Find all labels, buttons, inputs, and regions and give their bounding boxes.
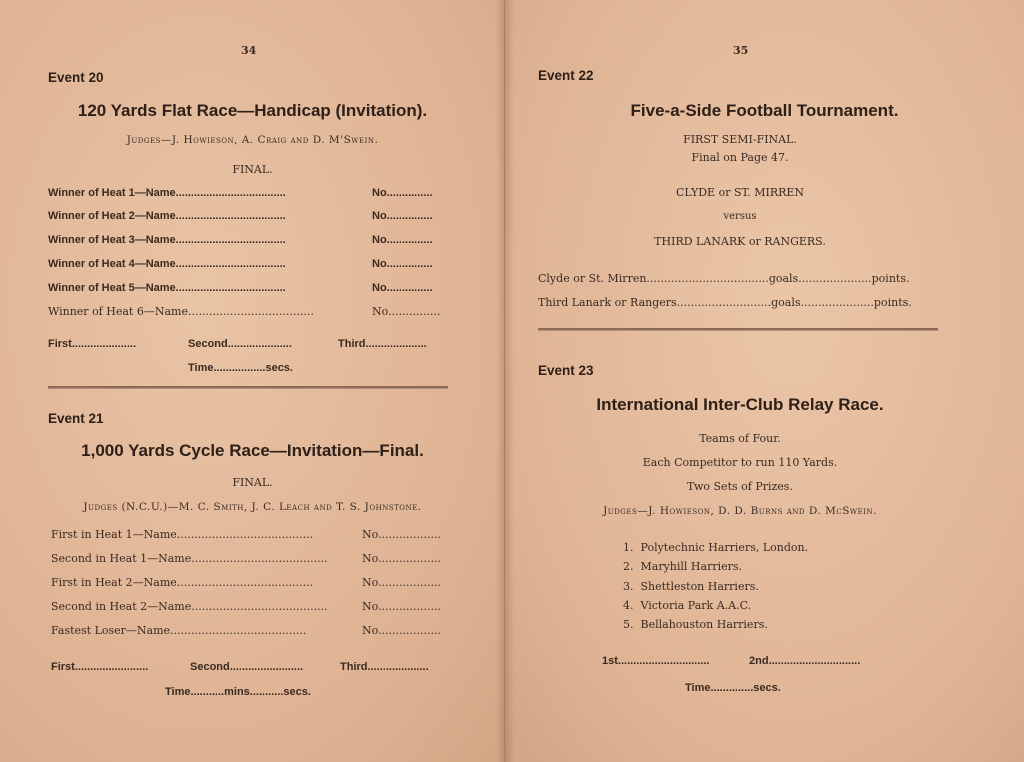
list-item: 1. Polytechnic Harriers, London. <box>623 541 809 554</box>
subheading: Final on Page 47. <box>691 151 789 164</box>
number-field: No............... <box>372 305 441 318</box>
table-row: Winner of Heat 4—Name.................................... <box>48 258 286 270</box>
time-field: Time..............secs. <box>685 682 781 694</box>
number-field: No............... <box>372 210 433 222</box>
event-title: International Inter-Club Relay Race. <box>596 395 884 414</box>
list-item: 3. Shettleston Harriers. <box>623 580 759 593</box>
first-place: First..................... <box>48 338 137 350</box>
list-item: 2. Maryhill Harriers. <box>623 560 743 573</box>
table-row: Fastest Loser—Name....................................... <box>51 624 307 637</box>
table-row: Winner of Heat 5—Name.................................... <box>48 282 286 294</box>
score-row: Clyde or St. Mirren...................................goals.....................points. <box>538 272 910 285</box>
table-row: Second in Heat 2—Name....................................... <box>51 600 328 613</box>
page-number: 34 <box>241 44 257 57</box>
list-item: 5. Bellahouston Harriers. <box>623 618 768 631</box>
table-row: Winner of Heat 3—Name.................................... <box>48 234 286 246</box>
judges-line: Judges—J. Howieson, A. Craig and D. M'Swein. <box>126 134 379 146</box>
number-field: No............... <box>372 258 433 270</box>
table-row: Winner of Heat 1—Name.................................... <box>48 187 286 199</box>
second-place: Second..................... <box>188 338 292 350</box>
second-place: 2nd.............................. <box>749 655 861 667</box>
team-line: CLYDE or ST. MIRREN <box>675 186 805 199</box>
right-page <box>505 0 1024 762</box>
event-title: 120 Yards Flat Race—Handicap (Invitation). <box>77 101 428 120</box>
score-row: Third Lanark or Rangers...........................goals.....................points. <box>538 296 912 309</box>
divider <box>538 328 938 331</box>
divider <box>48 386 448 389</box>
third-place: Third.................... <box>340 661 429 673</box>
judges-line: Judges—J. Howieson, D. D. Burns and D. McSwein. <box>603 505 877 517</box>
number-field: No.................. <box>362 600 442 613</box>
subheading: FINAL. <box>232 163 273 176</box>
third-place: Third.................... <box>338 338 427 350</box>
event-title: 1,000 Yards Cycle Race—Invitation—Final. <box>81 441 424 460</box>
event-title: Five-a-Side Football Tournament. <box>630 101 899 120</box>
info-line: Teams of Four. <box>699 432 781 445</box>
second-place: Second........................ <box>190 661 304 673</box>
table-row: Second in Heat 1—Name....................................... <box>51 552 328 565</box>
number-field: No............... <box>372 282 433 294</box>
team-line: THIRD LANARK or RANGERS. <box>654 235 826 248</box>
first-place: 1st.............................. <box>602 655 710 667</box>
table-row: Winner of Heat 2—Name.................................... <box>48 210 286 222</box>
number-field: No............... <box>372 234 433 246</box>
versus-text: versus <box>723 211 757 222</box>
first-place: First........................ <box>51 661 149 673</box>
event-label: Event 22 <box>538 68 594 83</box>
subheading: FIRST SEMI-FINAL. <box>683 133 797 146</box>
time-field: Time...........mins...........secs. <box>165 686 311 698</box>
list-item: 4. Victoria Park A.A.C. <box>623 599 752 612</box>
table-row: First in Heat 2—Name....................................... <box>51 576 314 589</box>
number-field: No............... <box>372 187 433 199</box>
page-number: 35 <box>733 44 749 57</box>
subheading: FINAL. <box>232 476 273 489</box>
time-field: Time.................secs. <box>188 362 293 374</box>
table-row: First in Heat 1—Name....................................... <box>51 528 314 541</box>
judges-line: Judges (N.C.U.)—M. C. Smith, J. C. Leach and T. S. Johnstone. <box>83 501 422 513</box>
event-label: Event 20 <box>48 70 104 85</box>
number-field: No.................. <box>362 552 442 565</box>
info-line: Two Sets of Prizes. <box>687 480 793 493</box>
event-label: Event 21 <box>48 411 104 426</box>
event-label: Event 23 <box>538 363 594 378</box>
number-field: No.................. <box>362 624 442 637</box>
table-row: Winner of Heat 6—Name.................................... <box>48 305 314 318</box>
info-line: Each Competitor to run 110 Yards. <box>642 456 838 469</box>
left-page <box>0 0 505 762</box>
number-field: No.................. <box>362 528 442 541</box>
number-field: No.................. <box>362 576 442 589</box>
